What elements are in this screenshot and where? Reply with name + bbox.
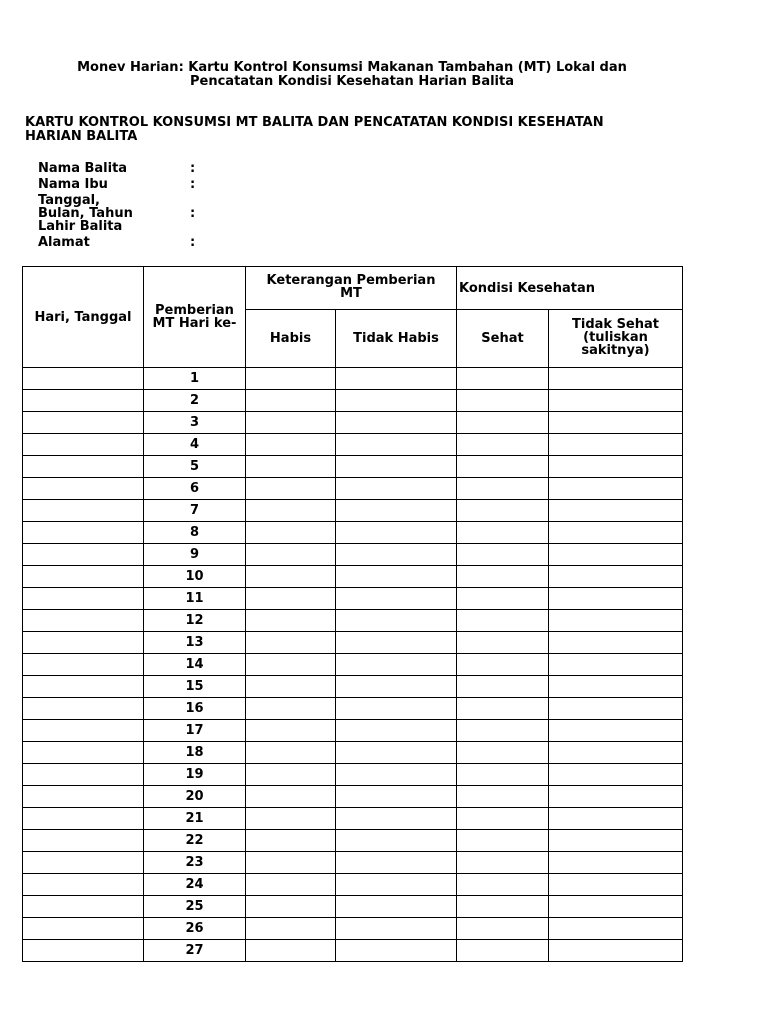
header-tidak-sehat-line-1: Tidak Sehat [572,317,659,332]
pemberian-mt-cell: 15 [144,676,246,698]
sehat-cell[interactable] [457,478,549,500]
table-row [23,566,683,588]
table-row [23,588,683,610]
habis-cell[interactable] [246,632,336,654]
info-colon: : [190,177,196,192]
tidak-habis-cell[interactable] [336,478,457,500]
tidak-sehat-cell[interactable] [549,830,683,852]
tidak-sehat-cell[interactable] [549,500,683,522]
table-row [23,764,683,786]
habis-cell[interactable] [246,808,336,830]
header-keterangan-line-2: MT [340,286,362,301]
hari-tanggal-cell[interactable] [23,610,144,632]
table-row [23,478,683,500]
hari-tanggal-cell[interactable] [23,742,144,764]
tidak-habis-cell[interactable] [336,434,457,456]
pemberian-mt-cell: 23 [144,852,246,874]
tidak-sehat-cell[interactable] [549,588,683,610]
pemberian-mt-cell: 14 [144,654,246,676]
habis-cell[interactable] [246,874,336,896]
table-row [23,434,683,456]
table-row [23,632,683,654]
hari-tanggal-cell[interactable] [23,940,144,962]
habis-cell[interactable] [246,566,336,588]
pemberian-mt-cell: 27 [144,940,246,962]
hari-tanggal-cell[interactable] [23,390,144,412]
habis-cell[interactable] [246,390,336,412]
table-row [23,368,683,390]
pemberian-mt-cell: 10 [144,566,246,588]
pemberian-mt-cell: 19 [144,764,246,786]
info-label-tanggal-lahir-line-3: Lahir Balita [38,219,123,234]
tidak-habis-cell[interactable] [336,676,457,698]
table-row [23,610,683,632]
tidak-sehat-cell[interactable] [549,698,683,720]
tidak-sehat-cell[interactable] [549,544,683,566]
tidak-sehat-cell[interactable] [549,434,683,456]
info-label-nama-ibu: Nama Ibu [38,177,108,192]
table-row [23,456,683,478]
tidak-habis-cell[interactable] [336,764,457,786]
pemberian-mt-cell: 11 [144,588,246,610]
table-row [23,918,683,940]
tidak-habis-cell[interactable] [336,588,457,610]
habis-cell[interactable] [246,852,336,874]
hari-tanggal-cell[interactable] [23,456,144,478]
habis-cell[interactable] [246,544,336,566]
hari-tanggal-cell[interactable] [23,896,144,918]
table-row [23,874,683,896]
table-row [23,522,683,544]
sehat-cell[interactable] [457,412,549,434]
pemberian-mt-cell: 7 [144,500,246,522]
tidak-sehat-cell[interactable] [549,632,683,654]
habis-cell[interactable] [246,478,336,500]
table-row [23,412,683,434]
header-keterangan-line-1: Keterangan Pemberian [266,273,436,288]
tidak-sehat-cell[interactable] [549,918,683,940]
tidak-habis-cell[interactable] [336,390,457,412]
habis-cell[interactable] [246,918,336,940]
tidak-sehat-cell[interactable] [549,874,683,896]
table-row [23,698,683,720]
hari-tanggal-cell[interactable] [23,500,144,522]
sehat-cell[interactable] [457,830,549,852]
tidak-habis-cell[interactable] [336,786,457,808]
hari-tanggal-cell[interactable] [23,918,144,940]
pemberian-mt-cell: 20 [144,786,246,808]
table-row [23,852,683,874]
section-title-line-1: KARTU KONTROL KONSUMSI MT BALITA DAN PENCATATAN KONDISI KESEHATAN [25,115,604,130]
habis-cell[interactable] [246,588,336,610]
header-tidak-sehat [549,310,683,368]
habis-cell[interactable] [246,654,336,676]
table-row [23,808,683,830]
tidak-sehat-cell[interactable] [549,368,683,390]
table-row [23,830,683,852]
table-body [23,368,683,962]
tidak-sehat-cell[interactable] [549,896,683,918]
habis-cell[interactable] [246,786,336,808]
tidak-habis-cell[interactable] [336,522,457,544]
sehat-cell[interactable] [457,698,549,720]
tidak-sehat-cell[interactable] [549,808,683,830]
tidak-habis-cell[interactable] [336,808,457,830]
hari-tanggal-cell[interactable] [23,368,144,390]
table-row [23,676,683,698]
tidak-habis-cell[interactable] [336,698,457,720]
info-colon: : [190,206,196,221]
tidak-habis-cell[interactable] [336,896,457,918]
tidak-sehat-cell[interactable] [549,676,683,698]
tidak-habis-cell[interactable] [336,544,457,566]
info-label-nama-balita: Nama Balita [38,161,128,176]
pemberian-mt-cell: 1 [144,368,246,390]
tidak-habis-cell[interactable] [336,566,457,588]
tidak-sehat-cell[interactable] [549,764,683,786]
header-kondisi-kesehatan [457,267,683,310]
pemberian-mt-cell: 17 [144,720,246,742]
tidak-habis-cell[interactable] [336,456,457,478]
document-title-line-1: Monev Harian: Kartu Kontrol Konsumsi Makanan Tambahan (MT) Lokal dan [77,60,627,75]
tidak-sehat-cell[interactable] [549,412,683,434]
tidak-sehat-cell[interactable] [549,654,683,676]
hari-tanggal-cell[interactable] [23,566,144,588]
info-label-alamat: Alamat [38,235,90,250]
sehat-cell[interactable] [457,852,549,874]
pemberian-mt-cell: 24 [144,874,246,896]
habis-cell[interactable] [246,456,336,478]
info-colon: : [190,235,196,250]
header-kondisi-text: Kondisi Kesehatan [459,280,595,296]
habis-cell[interactable] [246,610,336,632]
table-row [23,654,683,676]
table-row [23,500,683,522]
sehat-cell[interactable] [457,764,549,786]
hari-tanggal-cell[interactable] [23,808,144,830]
tidak-sehat-cell[interactable] [549,566,683,588]
tidak-sehat-cell[interactable] [549,610,683,632]
header-pemberian-line-1: Pemberian [155,303,234,318]
sehat-cell[interactable] [457,808,549,830]
header-tidak-sehat-line-3: sakitnya) [581,343,650,358]
hari-tanggal-cell[interactable] [23,478,144,500]
tidak-sehat-cell[interactable] [549,786,683,808]
sehat-cell[interactable] [457,610,549,632]
sehat-cell[interactable] [457,632,549,654]
sehat-cell[interactable] [457,940,549,962]
table-row [23,896,683,918]
pemberian-mt-cell: 22 [144,830,246,852]
tidak-habis-cell[interactable] [336,742,457,764]
tidak-habis-cell[interactable] [336,874,457,896]
section-title [25,116,705,144]
sehat-cell[interactable] [457,544,549,566]
tidak-habis-cell[interactable] [336,852,457,874]
header-tidak-sehat-line-2: (tuliskan [583,330,648,345]
sehat-cell[interactable] [457,434,549,456]
hari-tanggal-cell[interactable] [23,786,144,808]
pemberian-mt-cell: 16 [144,698,246,720]
habis-cell[interactable] [246,764,336,786]
sehat-cell[interactable] [457,676,549,698]
table-row [23,742,683,764]
tidak-sehat-cell[interactable] [549,742,683,764]
sehat-cell[interactable] [457,720,549,742]
habis-cell[interactable] [246,368,336,390]
sehat-cell[interactable] [457,566,549,588]
table-row [23,544,683,566]
habis-cell[interactable] [246,830,336,852]
table-row [23,940,683,962]
sehat-cell[interactable] [457,588,549,610]
header-pemberian-line-2: MT Hari ke- [152,316,237,331]
sehat-cell[interactable] [457,368,549,390]
habis-cell[interactable] [246,500,336,522]
header-sehat-text: Sehat [481,331,524,346]
pemberian-mt-cell: 2 [144,390,246,412]
hari-tanggal-cell[interactable] [23,698,144,720]
habis-cell[interactable] [246,720,336,742]
pemberian-mt-cell: 4 [144,434,246,456]
table-row [23,720,683,742]
hari-tanggal-cell[interactable] [23,654,144,676]
hari-tanggal-cell[interactable] [23,676,144,698]
sehat-cell[interactable] [457,654,549,676]
pemberian-mt-cell: 13 [144,632,246,654]
hari-tanggal-cell[interactable] [23,874,144,896]
tidak-habis-cell[interactable] [336,654,457,676]
pemberian-mt-cell: 18 [144,742,246,764]
tidak-habis-cell[interactable] [336,500,457,522]
habis-cell[interactable] [246,940,336,962]
hari-tanggal-cell[interactable] [23,522,144,544]
document-title [40,61,664,89]
tidak-habis-cell[interactable] [336,610,457,632]
habis-cell[interactable] [246,676,336,698]
sehat-cell[interactable] [457,786,549,808]
tidak-habis-cell[interactable] [336,918,457,940]
habis-cell[interactable] [246,896,336,918]
header-hari-tanggal-text: Hari, Tanggal [34,309,132,325]
tidak-habis-cell[interactable] [336,830,457,852]
pemberian-mt-cell: 5 [144,456,246,478]
pemberian-mt-cell: 12 [144,610,246,632]
habis-cell[interactable] [246,698,336,720]
info-colon: : [190,161,196,176]
info-label-tanggal-lahir-line-2: Bulan, Tahun [38,206,133,221]
sehat-cell[interactable] [457,874,549,896]
header-habis-text: Habis [269,331,312,346]
header-keterangan-pemberian [246,267,457,310]
hari-tanggal-cell[interactable] [23,720,144,742]
header-pemberian-mt [144,267,246,368]
habis-cell[interactable] [246,412,336,434]
tidak-sehat-cell[interactable] [549,720,683,742]
pemberian-mt-cell: 9 [144,544,246,566]
sehat-cell[interactable] [457,742,549,764]
header-hari-tanggal [23,267,144,368]
habis-cell[interactable] [246,434,336,456]
kartu-kontrol-table [22,266,683,962]
tidak-habis-cell[interactable] [336,412,457,434]
info-label-tanggal-lahir-line-1: Tanggal, [38,193,100,208]
pemberian-mt-cell: 26 [144,918,246,940]
sehat-cell[interactable] [457,918,549,940]
pemberian-mt-cell: 8 [144,522,246,544]
hari-tanggal-cell[interactable] [23,544,144,566]
header-tidak-habis [336,310,457,368]
sehat-cell[interactable] [457,500,549,522]
tidak-habis-cell[interactable] [336,720,457,742]
tidak-habis-cell[interactable] [336,632,457,654]
sehat-cell[interactable] [457,522,549,544]
header-habis [246,310,336,368]
table-row [23,390,683,412]
table-row [23,786,683,808]
pemberian-mt-cell: 6 [144,478,246,500]
tidak-sehat-cell[interactable] [549,940,683,962]
habis-cell[interactable] [246,522,336,544]
header-tidak-habis-text: Tidak Habis [353,331,439,346]
sehat-cell[interactable] [457,390,549,412]
hari-tanggal-cell[interactable] [23,632,144,654]
header-sehat [457,310,549,368]
hari-tanggal-cell[interactable] [23,588,144,610]
sehat-cell[interactable] [457,456,549,478]
habis-cell[interactable] [246,742,336,764]
tidak-sehat-cell[interactable] [549,852,683,874]
tidak-sehat-cell[interactable] [549,390,683,412]
pemberian-mt-cell: 21 [144,808,246,830]
pemberian-mt-cell: 3 [144,412,246,434]
tidak-habis-cell[interactable] [336,368,457,390]
tidak-sehat-cell[interactable] [549,456,683,478]
tidak-sehat-cell[interactable] [549,522,683,544]
hari-tanggal-cell[interactable] [23,852,144,874]
hari-tanggal-cell[interactable] [23,412,144,434]
document-title-line-2: Pencatatan Kondisi Kesehatan Harian Balita [189,74,514,89]
pemberian-mt-cell: 25 [144,896,246,918]
sehat-cell[interactable] [457,896,549,918]
hari-tanggal-cell[interactable] [23,830,144,852]
hari-tanggal-cell[interactable] [23,764,144,786]
tidak-sehat-cell[interactable] [549,478,683,500]
section-title-line-2: HARIAN BALITA [25,129,138,144]
hari-tanggal-cell[interactable] [23,434,144,456]
tidak-habis-cell[interactable] [336,940,457,962]
